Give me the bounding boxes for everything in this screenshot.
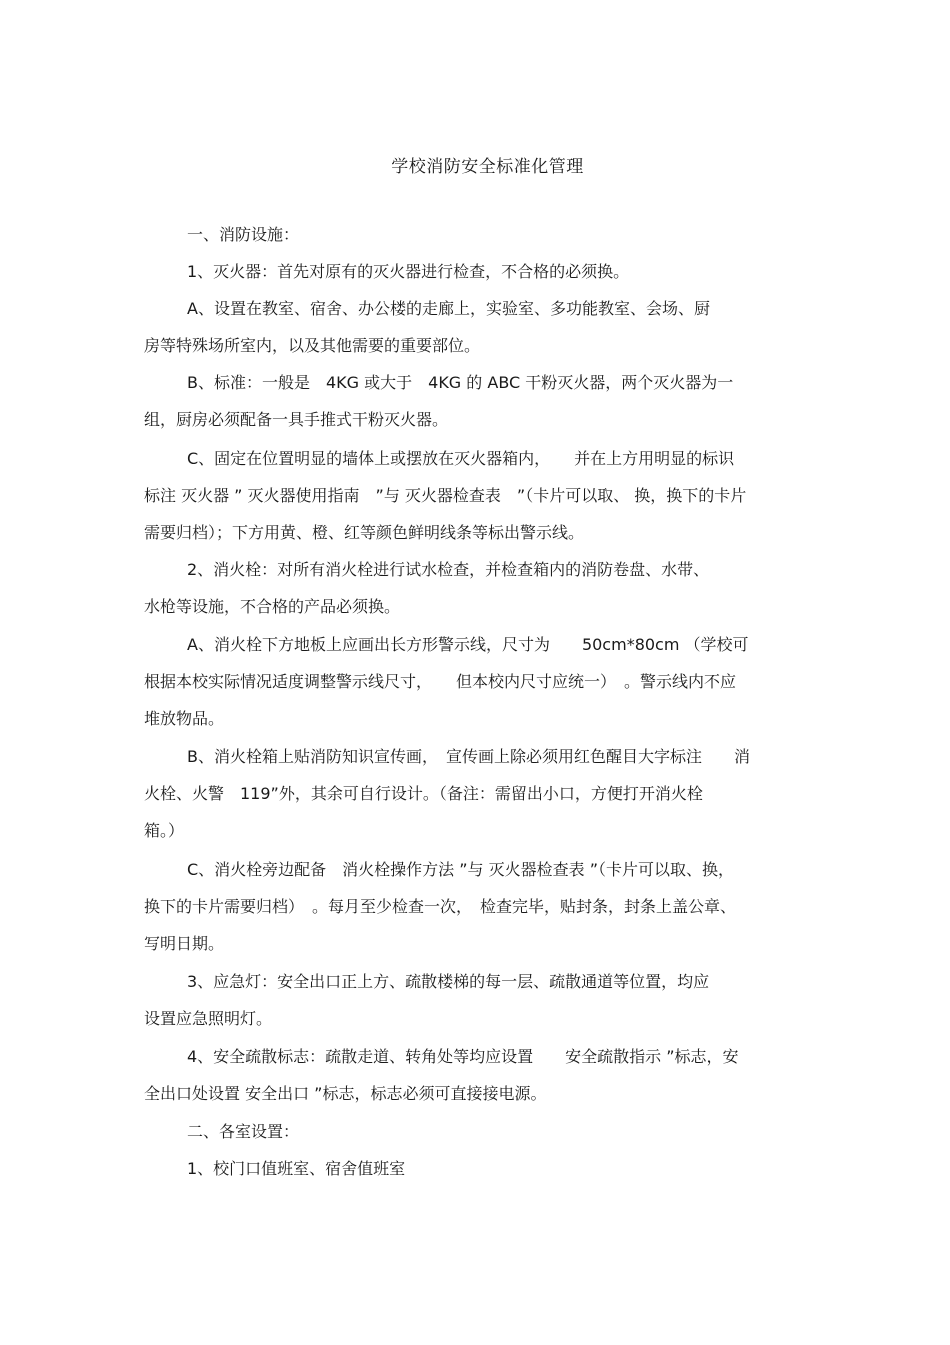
paragraph-line: 4、安全疏散标志：疏散走道、转角处等均应设置 安全疏散指示 ”标志，安 <box>187 1047 739 1066</box>
paragraph-line: C、消火栓旁边配备 消火栓操作方法 ”与 灭火器检查表 ”（卡片可以取、换， <box>187 860 735 879</box>
paragraph-line: C、固定在位置明显的墙体上或摆放在灭火器箱内， 并在上方用明显的标识 <box>187 449 735 468</box>
paragraph-line: 设置应急照明灯。 <box>144 1009 273 1028</box>
paragraph-line: 1、灭火器：首先对原有的灭火器进行检查，不合格的必须换。 <box>187 262 630 281</box>
paragraph-line: 3、应急灯：安全出口正上方、疏散楼梯的每一层、疏散通道等位置，均应 <box>187 972 710 991</box>
paragraph-line: 根据本校实际情况适度调整警示线尺寸， 但本校内尺寸应统一） 。警示线内不应 <box>144 672 737 691</box>
paragraph-line: 全出口处设置 安全出口 ”标志，标志必须可直接接电源。 <box>144 1084 547 1103</box>
paragraph-line: 写明日期。 <box>144 934 225 953</box>
paragraph-line: 箱。） <box>144 821 185 840</box>
paragraph-line: 堆放物品。 <box>144 709 225 728</box>
paragraph-line: 标注 灭火器 ” 灭火器使用指南 ”与 灭火器检查表 ”（卡片可以取、 换，换下的卡片 <box>144 486 747 505</box>
paragraph-line: A、设置在教室、宿舍、办公楼的走廊上，实验室、多功能教室、会场、厨 <box>187 299 710 318</box>
section-heading-rooms: 二、各室设置： <box>187 1122 300 1141</box>
paragraph-line: 需要归档）；下方用黄、橙、红等颜色鲜明线条等标出警示线。 <box>144 523 585 542</box>
paragraph-line: 水枪等设施，不合格的产品必须换。 <box>144 597 401 616</box>
paragraph-line: 火栓、火警 119”外，其余可自行设计。（备注：需留出小口，方便打开消火栓 <box>144 784 703 803</box>
paragraph-line: 房等特殊场所室内，以及其他需要的重要部位。 <box>144 336 481 355</box>
paragraph-line: 换下的卡片需要归档） 。每月至少检查一次， 检查完毕，贴封条，封条上盖公章、 <box>144 897 737 916</box>
document-title: 学校消防安全标准化管理 <box>391 157 584 177</box>
section-heading-facilities: 一、消防设施： <box>187 225 300 244</box>
paragraph-line: 1、校门口值班室、宿舍值班室 <box>187 1159 406 1178</box>
paragraph-line: 2、消火栓：对所有消火栓进行试水检查，并检查箱内的消防卷盘、水带、 <box>187 560 710 579</box>
paragraph-line: 组，厨房必须配备一具手推式干粉灭火器。 <box>144 410 449 429</box>
paragraph-line: B、标准：一般是 4KG 或大于 4KG 的 ABC 干粉灭火器，两个灭火器为一 <box>187 373 734 392</box>
paragraph-line: B、消火栓箱上贴消防知识宣传画， 宣传画上除必须用红色醒目大字标注 消 <box>187 747 750 766</box>
paragraph-line: A、消火栓下方地板上应画出长方形警示线，尺寸为 50cm*80cm （学校可 <box>187 635 749 654</box>
